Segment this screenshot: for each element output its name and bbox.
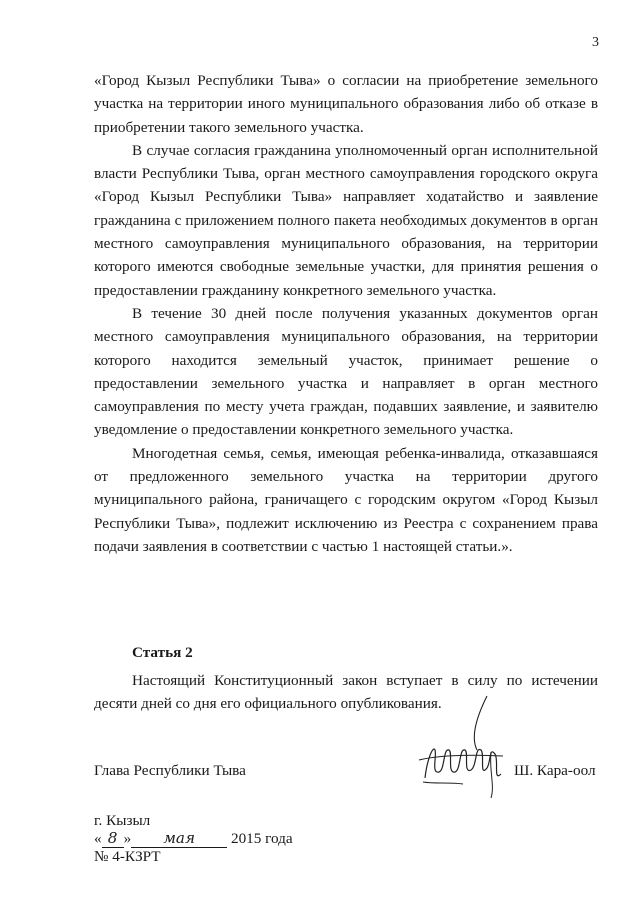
handwritten-signature — [405, 690, 515, 805]
date-year: 2015 года — [230, 830, 293, 847]
signatory-name: Ш. Кара-оол — [514, 762, 596, 779]
signing-date — [94, 830, 293, 848]
date-open-quote: « — [94, 830, 102, 847]
signatory-title: Глава Республики Тыва — [94, 762, 246, 779]
document-number: № 4-КЗРТ — [94, 848, 161, 865]
paragraph-consent: В случае согласия гражданина уполномоченный орган исполнительной власти Республики Тыва, орган местного самоуправления городского округа «Город Кызыл Республики Тыва» направляет ходатайство и заявление гражданина с приложением полного пакета необходимых документов в орган местного самоуправления муниципального образования, на территории которого имеются свободные земельные участки, для принятия решения о предоставлении гражданину конкретного земельного участка. — [94, 141, 598, 299]
document-body — [94, 69, 598, 558]
paragraph-continuation: «Город Кызыл Республики Тыва» о согласии на приобретение земельного участка на территории иного муниципального образования либо об отказе в приобретении такого земельного участка. — [94, 72, 598, 136]
page-number: 3 — [592, 35, 599, 50]
article-body — [94, 669, 598, 716]
date-close-quote: » — [123, 830, 132, 847]
article-heading: Статья 2 — [132, 644, 193, 661]
place-of-signing: г. Кызыл — [94, 812, 151, 829]
date-month: мая — [131, 830, 227, 848]
date-day: 8 — [102, 830, 124, 848]
paragraph-refusal: Многодетная семья, семья, имеющая ребенка-инвалида, отказавшаяся от предложенного земельного участка на территории другого муниципального района, граничащего с городским округом «Город Кызыл Республики Тыва», подлежит исключению из Реестра с сохранением права подачи заявления в соответствии с частью 1 настоящей статьи.». — [94, 444, 598, 555]
article-paragraph: Настоящий Конституционный закон вступает в силу по истечении десяти дней со дня его официального опубликования. — [94, 672, 598, 713]
paragraph-decision: В течение 30 дней после получения указанных документов орган местного самоуправления муниципального образования, на территории которого находится земельный участок, принимает решение о предоставлении земельного участка и направляет в орган местного самоуправления по месту учета граждан, подавших заявление, и заявителю уведомление о предоставлении конкретного земельного участка. — [94, 304, 598, 439]
